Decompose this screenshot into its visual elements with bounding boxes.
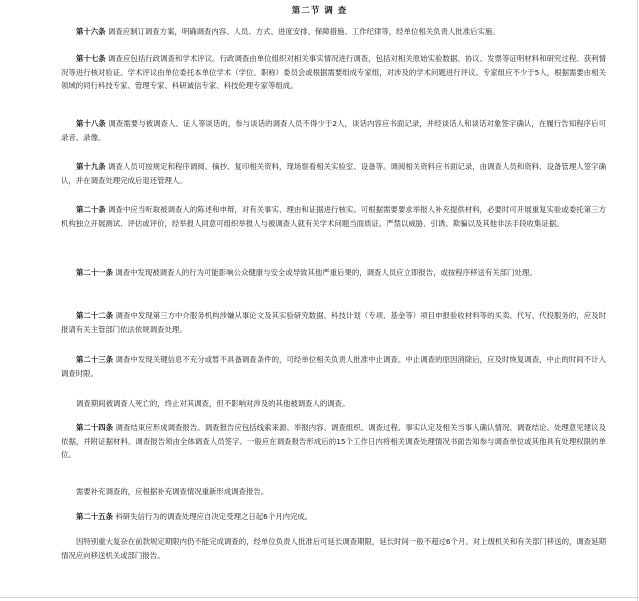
article-text: 调查需要与被调查人、证人等谈话的，参与谈话的调查人员不得少于2人，谈话内容应书面记录，并经谈话人和谈话对象签字确认，在履行告知程序后可录音、录像。: [61, 119, 606, 142]
article-text: 调查中发现被调查人的行为可能影响公众健康与安全或导致其他严重后果的，调查人员应立即报告，或按程序移送有关部门处理。: [115, 268, 537, 277]
article-22-paragraph: [61, 309, 606, 336]
article-number: 第二十一条: [76, 268, 113, 277]
page-border-right: [637, 0, 638, 601]
article-16-paragraph: [61, 25, 606, 39]
paragraph-text: 需要补充调查的，应根据补充调查情况重新形成调查报告。: [76, 487, 269, 496]
article-24-continuation-paragraph: [61, 485, 606, 499]
article-text: 调查应包括行政调查和学术评议。行政调查由单位组织对相关事实情况进行调查，包括对相关原始实验数据、协议、发票等证明材料和研究过程、获利情况等进行核对验证。学术评议由单位委托本单位学术（学位、职称）委员会或根据需要组成专家组，对涉及的学术问题进行评议。专家组应不少于5人，根据需要由相关领域的同行科技专家、管理专家、科研诚信专家、科技伦理专家等组成。: [61, 54, 606, 90]
article-number: 第十七条: [76, 54, 106, 63]
article-text: 调查结束应形成调查报告。调查报告应包括线索来源、举报内容、调查组织、调查过程、事实认定及相关当事人确认情况、调查结论、处理意见建议及依据，并附证据材料。调查报告须由全体调查人员签字。一般应在调查报告形成后的15个工作日内将相关调查处理情况书面告知参与调查单位或其他具有处理权限的单位。: [61, 423, 606, 459]
article-24-paragraph: [61, 421, 606, 462]
article-19-paragraph: [61, 160, 606, 187]
article-number: 第二十条: [76, 205, 106, 214]
article-text: 调查应制订调查方案，明确调查内容、人员、方式、进度安排、保障措施、工作纪律等，经单位相关负责人批准后实施。: [107, 27, 500, 36]
article-23-paragraph: [61, 353, 606, 380]
article-23-continuation-paragraph: [61, 397, 606, 411]
article-text: 调查中发现关键信息不充分或暂不具备调查条件的，可经单位相关负责人批准中止调查。中止调查的原因消除后，应及时恢复调查，中止的时间不计入调查时限。: [61, 355, 606, 378]
article-number: 第二十五条: [76, 512, 113, 521]
section-title: 第二节 调 查: [291, 6, 348, 16]
article-number: 第十八条: [76, 119, 106, 128]
article-text: 调查中发现第三方中介服务机构涉嫌从事论文及其实验研究数据、科技计划（专项、基金等）项目申报验收材料等的买卖、代写、代投服务的，应及时报请有关主管部门依法依规调查处理。: [61, 311, 606, 334]
article-number: 第二十四条: [76, 423, 114, 432]
page-border-bottom: [0, 597, 639, 598]
article-text: 调查人员可按规定和程序调阅、摘抄、复印相关资料，现场察看相关实验室、设备等。调阅相关资料应书面记录，由调查人员和资料、设备管理人签字确认，并在调查处理完成后退还管理人。: [61, 162, 606, 185]
article-18-paragraph: [61, 117, 606, 144]
article-20-paragraph: [61, 203, 606, 230]
article-25-paragraph: [61, 510, 606, 524]
article-number: 第十九条: [76, 162, 106, 171]
article-text: 调查中应当听取被调查人的陈述和申辩，对有关事实、理由和证据进行核实。可根据需要要求举报人补充提供材料，必要时可开展重复实验或委托第三方机构独立开展测试、评估或评价，经举报人同意可组织举报人与被调查人就有关学术问题当面质证。严禁以威胁、引诱、欺骗以及其他非法手段收集证据。: [61, 205, 606, 228]
paragraph-text: 调查期间被调查人死亡的，终止对其调查，但不影响对涉及的其他被调查人的调查。: [76, 399, 350, 408]
paragraph-text: 因特别重大复杂在前款规定期限内仍不能完成调查的，经单位负责人批准后可延长调查期限，延长时间一般不超过6个月。对上级机关和有关部门移送的，调查延期情况应向移送机关或部门报告。: [61, 537, 606, 560]
article-number: 第二十二条: [76, 311, 114, 320]
article-number: 第二十三条: [76, 355, 114, 364]
article-text: 科研失信行为的调查处理应自决定受理之日起6个月内完成。: [115, 512, 313, 521]
article-number: 第十六条: [76, 27, 106, 36]
article-21-paragraph: [61, 266, 606, 280]
article-17-paragraph: [61, 52, 606, 93]
article-25-continuation-paragraph: [61, 535, 606, 562]
